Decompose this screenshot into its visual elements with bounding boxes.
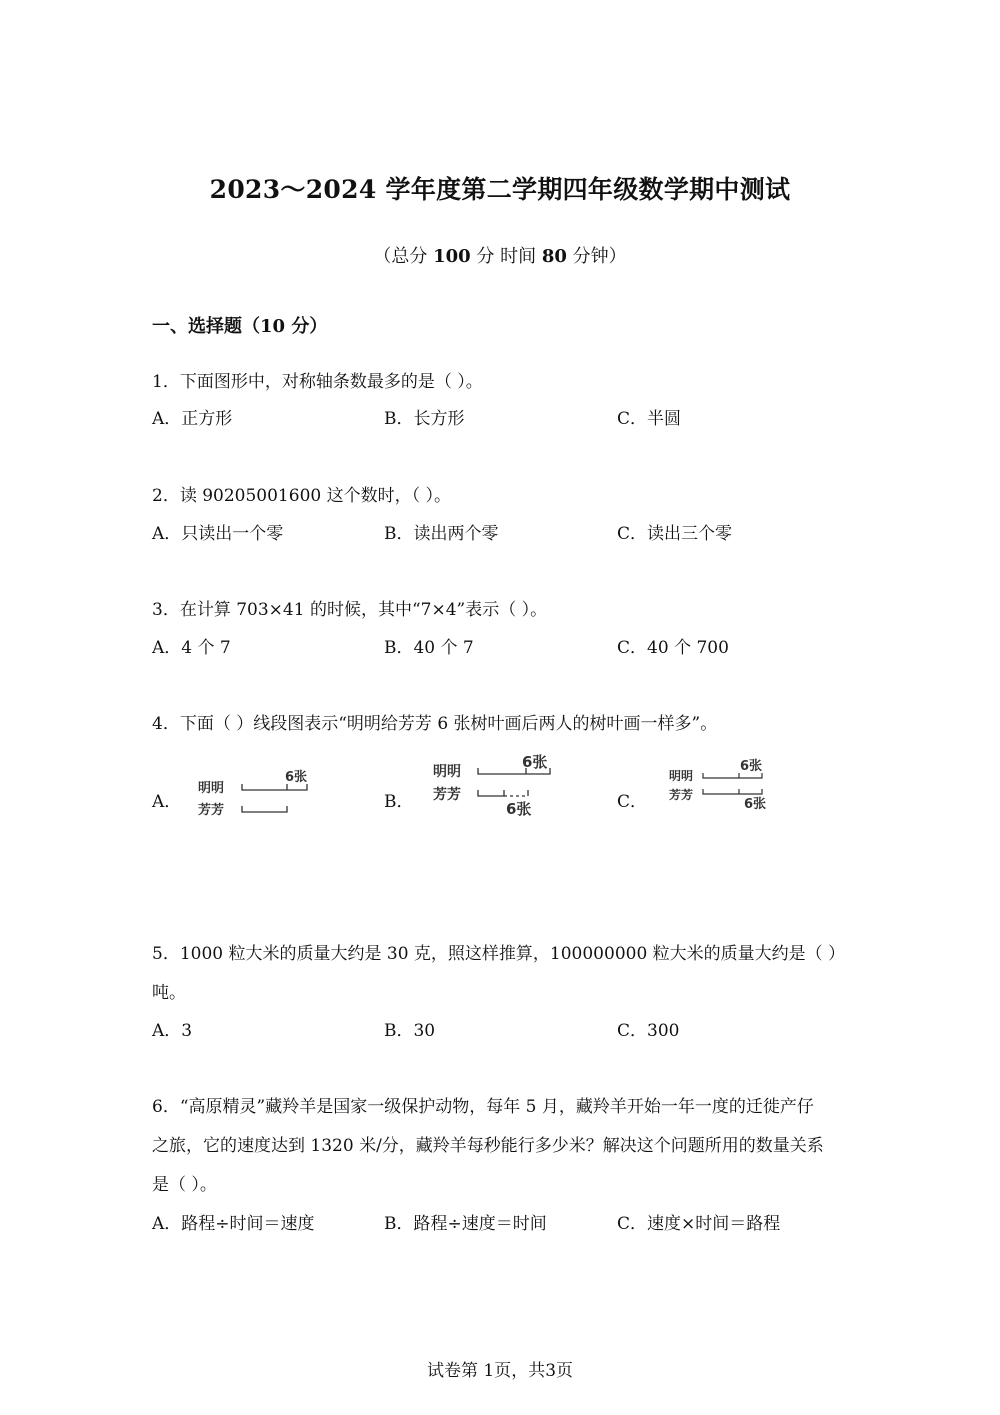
question-3-stem: 3．在计算 703×41 的时候，其中“7×4”表示（ ）。 — [152, 600, 548, 620]
exam-info-suffix: 分钟） — [566, 246, 627, 267]
question-6-option-b: B．路程÷速度＝时间 — [384, 1214, 547, 1234]
question-4-stem: 4．下面（ ）线段图表示“明明给芳芳 6 张树叶画后两人的树叶画一样多”。 — [152, 714, 718, 734]
total-score: 100 — [433, 246, 471, 267]
question-6-option-a: A．路程÷时间＝速度 — [152, 1214, 315, 1234]
question-3-option-c: C．40 个 700 — [617, 638, 729, 658]
question-1-option-c: C．半圆 — [617, 409, 682, 429]
question-3-option-b: B．40 个 7 — [384, 638, 474, 658]
diagram-a-label-mingming: 明明 — [198, 781, 225, 796]
question-1-option-b: B．长方形 — [384, 409, 465, 429]
diagram-b-label-mingming: 明明 — [433, 764, 461, 780]
diagram-c-label-six-bottom: 6张 — [744, 797, 767, 812]
question-2-option-c: C．读出三个零 — [617, 524, 733, 544]
question-5-stem-line2: 吨。 — [152, 983, 186, 1003]
page-title: 2023～2024 学年度第二学期四年级数学期中测试 — [209, 175, 791, 204]
diagram-c-segments — [703, 773, 762, 794]
diagram-b-label-fangfang: 芳芳 — [433, 787, 461, 803]
question-6-option-c: C．速度×时间＝路程 — [617, 1214, 781, 1234]
question-2-option-a: A．只读出一个零 — [152, 524, 284, 544]
exam-time: 80 — [541, 246, 567, 267]
page-footer: 试卷第 1页，共3页 — [426, 1361, 574, 1381]
diagram-c-label-fangfang: 芳芳 — [669, 788, 694, 802]
question-3-option-a: A．4 个 7 — [152, 638, 231, 658]
question-1-option-a: A．正方形 — [152, 409, 233, 429]
diagram-b-segments — [478, 768, 550, 796]
line-diagram-a — [195, 763, 320, 821]
question-1-stem: 1．下面图形中，对称轴条数最多的是（ ）。 — [152, 372, 483, 392]
exam-info — [0, 242, 1000, 268]
question-5-option-c: C．300 — [617, 1021, 680, 1041]
question-4-option-c: C． — [617, 792, 648, 812]
diagram-a-label-six: 6张 — [285, 770, 308, 785]
question-5-option-b: B．30 — [384, 1021, 436, 1041]
line-diagram-c — [667, 757, 777, 815]
line-diagram-b — [430, 750, 560, 820]
diagram-c-label-mingming: 明明 — [669, 769, 694, 783]
diagram-b-label-six-bottom: 6张 — [506, 800, 532, 818]
question-6-stem-line3: 是（ ）。 — [152, 1175, 217, 1195]
section-heading: 一、选择题（10 分） — [152, 316, 328, 337]
question-2-stem: 2．读 90205001600 这个数时，（ ）。 — [152, 486, 452, 506]
diagram-b-label-six-top: 6张 — [522, 753, 548, 771]
question-2-option-b: B．读出两个零 — [384, 524, 499, 544]
exam-info-prefix: （总分 — [373, 246, 434, 267]
diagram-a-label-fangfang: 芳芳 — [198, 803, 225, 818]
question-6-stem-line2: 之旅，它的速度达到 1320 米/分，藏羚羊每秒能行多少米？解决这个问题所用的数量关系 — [152, 1136, 824, 1156]
question-5-option-a: A．3 — [152, 1021, 193, 1041]
question-4-option-b: B． — [384, 792, 414, 812]
question-6-stem-line1: 6．“高原精灵”藏羚羊是国家一级保护动物，每年 5 月，藏羚羊开始一年一度的迁徙产仔 — [152, 1097, 814, 1117]
diagram-a-segments — [242, 784, 307, 812]
question-5-stem-line1: 5．1000 粒大米的质量大约是 30 克，照这样推算，100000000 粒大米的质量大约是（ ） — [152, 944, 846, 964]
diagram-c-label-six-top: 6张 — [740, 759, 763, 774]
exam-info-middle: 分 时间 — [470, 246, 542, 267]
question-4-option-a: A． — [152, 792, 182, 812]
